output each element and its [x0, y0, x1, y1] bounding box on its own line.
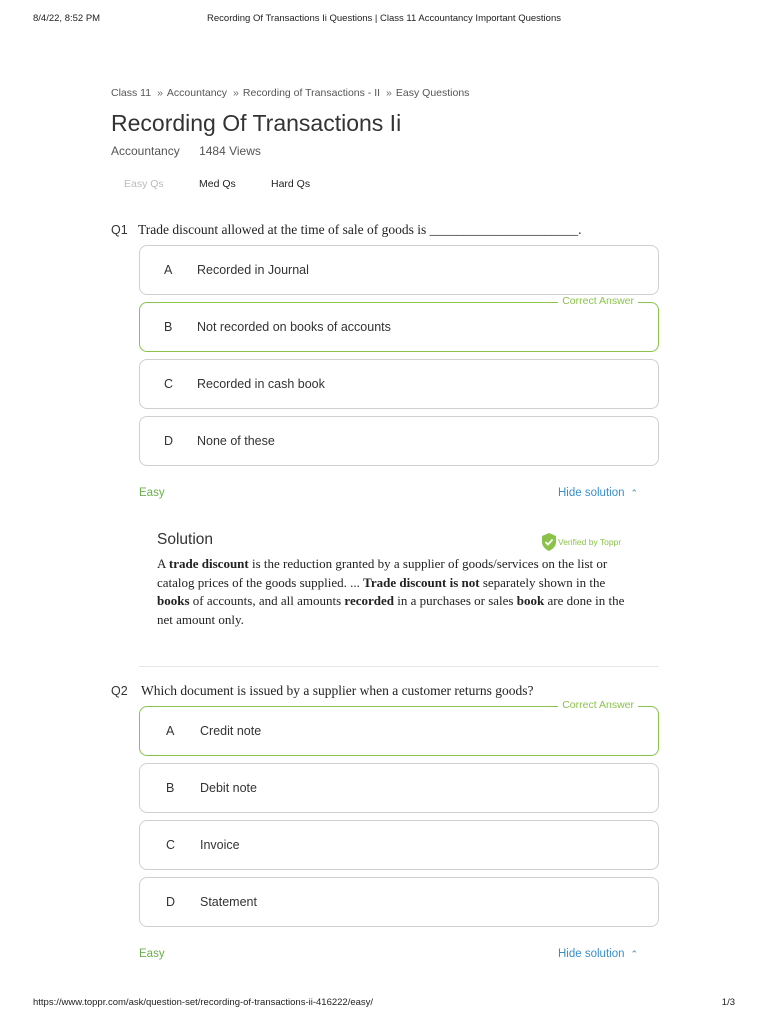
verified-text: Verified by Toppr	[558, 537, 622, 547]
solution-text: is the reduction granted by a supplier of goods/services on the list or catalog prices of the goods supplied. ...	[157, 556, 608, 590]
solution-text: A	[157, 556, 169, 571]
question-number: Q1	[111, 223, 128, 237]
option-d[interactable]	[139, 416, 659, 466]
option-text: Invoice	[200, 838, 240, 852]
option-text: Statement	[200, 895, 257, 909]
option-b[interactable]	[139, 763, 659, 813]
solution-text: separately shown in the	[479, 574, 606, 590]
option-text: Recorded in Journal	[197, 263, 309, 277]
solution-bold-text: Trade discount is not	[363, 574, 480, 590]
breadcrumb-item-class[interactable]: Class 11	[111, 87, 152, 99]
hide-solution-label: Hide solution	[558, 948, 625, 960]
print-footer	[0, 997, 768, 1011]
solution-bold-text: book	[516, 593, 545, 608]
hide-solution-button[interactable]	[558, 487, 638, 499]
divider	[139, 666, 659, 667]
solution-bold-text: trade discount	[168, 556, 249, 571]
option-letter: D	[166, 895, 176, 909]
difficulty-label: Easy	[139, 948, 165, 960]
chevron-up-icon: ⌃	[630, 488, 639, 498]
tab-medium[interactable]: Med Qs	[199, 178, 236, 190]
solution-text: in a purchases or sales	[394, 593, 517, 608]
option-a[interactable]	[139, 245, 659, 295]
correct-answer-label: Correct Answer	[558, 295, 638, 307]
question-body: Which document is issued by a supplier when a customer returns goods?	[141, 683, 534, 698]
option-letter: A	[164, 263, 173, 277]
print-page-title: Recording Of Transactions Ii Questions | Class 11 Accountancy Important Questions	[207, 13, 561, 24]
breadcrumb-item-subject[interactable]: Accountancy	[166, 87, 228, 99]
question-text	[111, 683, 534, 699]
breadcrumb-separator: »	[157, 87, 163, 99]
option-text: Debit note	[200, 781, 257, 795]
hide-solution-label: Hide solution	[558, 487, 625, 499]
option-d[interactable]	[139, 877, 659, 927]
tab-easy[interactable]: Easy Qs	[124, 178, 164, 190]
views-count: 1484 Views	[199, 144, 261, 158]
question-number: Q2	[111, 684, 128, 698]
option-letter: B	[164, 320, 173, 334]
print-header	[0, 13, 768, 27]
difficulty-label: Easy	[139, 487, 165, 499]
option-c[interactable]	[139, 359, 659, 409]
option-a[interactable]	[139, 699, 659, 756]
option-c[interactable]	[139, 820, 659, 870]
solution-bold-text: books	[157, 593, 190, 608]
breadcrumb-item-chapter[interactable]: Recording of Transactions - II	[242, 87, 381, 99]
hide-solution-button[interactable]	[558, 948, 638, 960]
chevron-up-icon: ⌃	[630, 949, 639, 959]
verified-badge	[541, 533, 621, 551]
breadcrumb	[111, 87, 469, 99]
print-datetime: 8/4/22, 8:52 PM	[33, 13, 101, 24]
option-text: Recorded in cash book	[197, 377, 325, 391]
option-letter: C	[164, 377, 174, 391]
correct-answer-label: Correct Answer	[558, 699, 638, 711]
option-letter: A	[166, 724, 175, 738]
solution-text: of accounts, and all amounts	[189, 593, 345, 608]
breadcrumb-separator: »	[233, 87, 239, 99]
solution-title: Solution	[157, 531, 214, 548]
solution-body	[157, 555, 637, 629]
option-b[interactable]	[139, 295, 659, 352]
breadcrumb-item-level[interactable]: Easy Questions	[395, 87, 470, 99]
option-text: Credit note	[200, 724, 262, 738]
solution-bold-text: recorded	[344, 593, 394, 608]
tab-hard[interactable]: Hard Qs	[271, 178, 311, 190]
option-letter: D	[164, 434, 174, 448]
question-text	[111, 222, 581, 238]
option-text: None of these	[197, 434, 275, 448]
print-url: https://www.toppr.com/ask/question-set/recording-of-transactions-ii-416222/easy/	[33, 997, 374, 1008]
question-body: Trade discount allowed at the time of sale of goods is ______________________.	[138, 222, 582, 237]
option-text: Not recorded on books of accounts	[197, 320, 391, 334]
verified-shield-icon	[541, 533, 557, 551]
solution-text: are done in the net amount only.	[157, 593, 625, 627]
page-meta	[111, 144, 261, 158]
subject-label[interactable]: Accountancy	[111, 144, 180, 158]
breadcrumb-separator: »	[386, 87, 392, 99]
print-page-indicator: 1/3	[721, 997, 735, 1008]
page-title: Recording Of Transactions Ii	[111, 110, 402, 136]
option-letter: B	[166, 781, 175, 795]
option-letter: C	[166, 838, 176, 852]
